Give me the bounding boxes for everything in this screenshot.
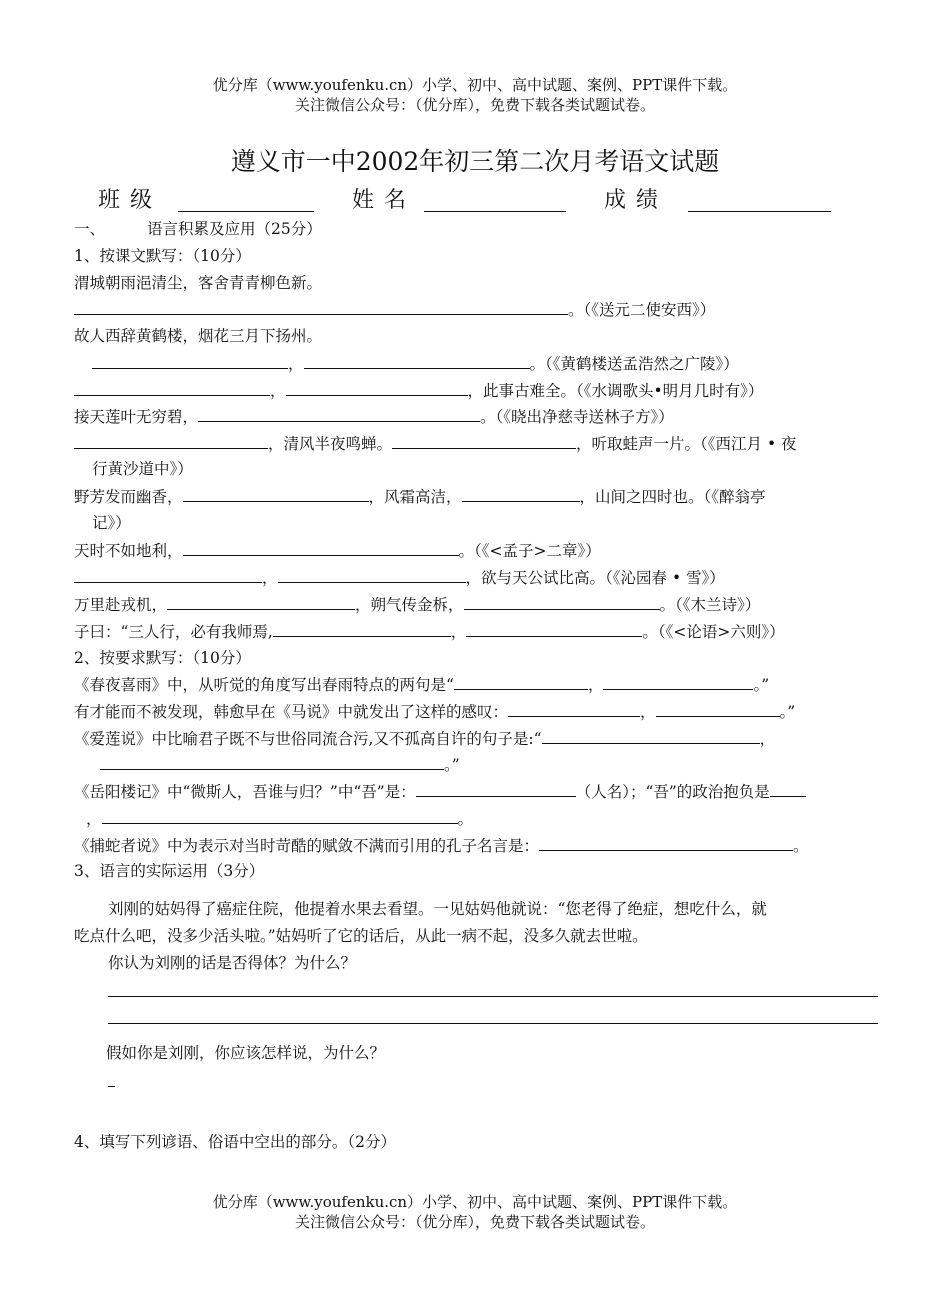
q2-line-4-text: 《岳阳楼记》中“微斯人，吾谁与归？”中“吾”是： [74, 783, 416, 801]
answer-blank[interactable] [416, 780, 576, 797]
q1-line-5 [74, 379, 763, 401]
q1-line-11-text: 万里赴戎机， [74, 596, 168, 614]
answer-blank[interactable] [462, 485, 580, 502]
q1-line-12 [74, 620, 785, 642]
q1-line-8b: 记》） [92, 514, 131, 532]
comma: ， [759, 730, 776, 748]
answer-blank[interactable] [454, 673, 588, 690]
answer-blank[interactable] [466, 620, 642, 637]
q2-line-4b [86, 807, 473, 829]
q1-line-7b: 行黄沙道中》） [92, 460, 193, 478]
close-quote: 。” [753, 676, 770, 694]
answer-blank[interactable] [100, 753, 444, 770]
answer-blank[interactable] [770, 780, 806, 797]
q1-line-4 [74, 352, 739, 374]
q1-line-12-source: 。（《<论语>六则》） [642, 623, 785, 641]
q1-line-8 [74, 485, 766, 507]
answer-blank[interactable] [508, 700, 640, 717]
q3-paragraph-2: 吃点什么吧，没多少活头啦。”姑妈听了它的话后，从此一病不起，没多久就去世啦。 [74, 927, 648, 945]
q2-line-2 [74, 700, 795, 722]
answer-blank[interactable] [102, 807, 458, 824]
q1-line-7-source: ，听取蛙声一片。（《西江月 • 夜 [576, 435, 797, 453]
footer-line-2: 关注微信公众号：（优分库），免费下载各类试题试卷。 [294, 1213, 655, 1231]
q1-line-3: 故人西辞黄鹤楼，烟花三月下扬州。 [74, 327, 323, 345]
answer-blank[interactable] [464, 593, 660, 610]
answer-blank[interactable] [542, 727, 760, 744]
q2-line-5 [74, 834, 809, 856]
answer-line[interactable] [108, 1023, 878, 1024]
q1-line-6-source: 。（《晓出净慈寺送林子方》） [480, 408, 674, 426]
section1-title: 语言积累及应用（25分） [147, 220, 322, 238]
answer-blank[interactable] [183, 539, 459, 556]
q2-line-3 [74, 727, 775, 749]
q1-line-9-text: 天时不如地利， [74, 542, 183, 560]
q4-title: 4、填写下列谚语、俗语中空出的部分。（2分） [74, 1133, 396, 1151]
q1-line-9 [74, 539, 601, 561]
answer-blank[interactable] [539, 834, 793, 851]
q1-line-12-text: 子曰：“三人行，必有我师焉, [74, 623, 273, 641]
period: 。 [793, 837, 809, 855]
class-field[interactable] [178, 211, 314, 212]
q2-line-3b [100, 753, 460, 775]
q3-title: 3、语言的实际运用（3分） [74, 862, 265, 880]
name-field[interactable] [424, 211, 566, 212]
answer-blank[interactable] [92, 352, 288, 369]
q1-line-6 [74, 405, 674, 427]
header-line-1: 优分库（www.youfenku.cn）小学、初中、高中试题、案例、PPT课件下载。 [212, 76, 738, 94]
q1-line-7 [74, 432, 797, 454]
q2-line-1 [74, 673, 769, 695]
answer-blank[interactable] [167, 593, 355, 610]
score-label: 成绩 [604, 188, 669, 213]
score-field[interactable] [688, 211, 831, 212]
q2-line-1-text: 《春夜喜雨》中，从听觉的角度写出春雨特点的两句是“ [74, 676, 454, 694]
q1-line-8-mid: ，风霜高洁， [368, 488, 462, 506]
answer-line[interactable] [108, 996, 878, 997]
header-line-2: 关注微信公众号：（优分库），免费下载各类试题试卷。 [294, 96, 655, 114]
comma: ， [288, 355, 304, 373]
answer-blank[interactable] [603, 673, 753, 690]
comma: ， [262, 569, 278, 587]
comma: ， [640, 703, 656, 721]
q1-line-5-source: ，此事古难全。（《水调歌头•明月几时有》） [467, 382, 764, 400]
name-label: 姓名 [352, 188, 417, 213]
q1-line-11 [74, 593, 760, 615]
period: 。 [457, 810, 474, 828]
answer-blank[interactable] [74, 379, 270, 396]
q1-line-4-source: 。（《黄鹤楼送孟浩然之广陵》） [529, 355, 739, 373]
answer-blank[interactable] [286, 379, 468, 396]
answer-blank[interactable] [273, 620, 451, 637]
q2-line-2-text: 有才能而不被发现，韩愈早在《马说》中就发出了这样的感叹： [74, 703, 509, 721]
footer-line-1: 优分库（www.youfenku.cn）小学、初中、高中试题、案例、PPT课件下载。 [212, 1193, 738, 1211]
q1-line-11-source: 。（《木兰诗》） [659, 596, 761, 614]
answer-blank[interactable] [74, 566, 262, 583]
q3-paragraph-1: 刘刚的姑妈得了癌症住院，他提着水果去看望。一见姑妈他就说：“您老得了绝症，想吃什么，就 [108, 900, 767, 918]
answer-blank[interactable] [74, 298, 568, 315]
class-label: 班级 [98, 188, 163, 213]
q3-question-1: 你认为刘刚的话是否得体？为什么？ [108, 954, 357, 972]
page-title: 遵义市一中2002年初三第二次月考语文试题 [230, 147, 720, 176]
q1-line-9-source: 。（《<孟子>二章》） [458, 542, 601, 560]
answer-blank[interactable] [278, 566, 466, 583]
q3-question-2: 假如你是刘刚，你应该怎样说，为什么？ [106, 1044, 386, 1062]
q1-line-2-source: 。（《送元二使安西》） [568, 301, 716, 319]
answer-line[interactable] [108, 1086, 115, 1087]
answer-blank[interactable] [656, 700, 780, 717]
q2-line-4 [74, 780, 806, 802]
q1-line-11-mid: ，朔气传金柝， [355, 596, 464, 614]
q1-line-10 [74, 566, 725, 588]
section1-number: 一、 [74, 220, 106, 238]
q2-line-4-mid: （人名）；“吾”的政治抱负是 [575, 783, 770, 801]
q2-line-3-text: 《爱莲说》中比喻君子既不与世俗同流合污,又不孤高自许的句子是:“ [74, 730, 542, 748]
section1-heading [74, 218, 322, 240]
answer-blank[interactable] [183, 485, 369, 502]
comma: ， [450, 623, 467, 641]
comma: ， [270, 382, 286, 400]
q1-line-8-source: ，山间之四时也。（《醉翁亭 [579, 488, 766, 506]
close-quote: 。” [444, 756, 460, 774]
q2-title: 2、按要求默写：（10分） [74, 649, 251, 667]
q1-title: 1、按课文默写：（10分） [74, 247, 251, 265]
q1-line-8-text: 野芳发而幽香， [74, 488, 183, 506]
answer-blank[interactable] [304, 352, 530, 369]
q1-line-7-text: ，清风半夜鸣蝉。 [268, 435, 393, 453]
q1-line-1: 渭城朝雨浥清尘，客舍青青柳色新。 [74, 274, 323, 292]
comma: ， [86, 810, 102, 828]
answer-blank[interactable] [198, 405, 480, 422]
q2-line-5-text: 《捕蛇者说》中为表示对当时苛酷的赋敛不满而引用的孔子名言是： [74, 837, 540, 855]
close-quote: 。” [779, 703, 796, 721]
answer-blank[interactable] [392, 432, 576, 449]
answer-blank[interactable] [74, 432, 268, 449]
q1-line-2 [74, 298, 715, 320]
q1-line-6-text: 接天莲叶无穷碧， [74, 408, 199, 426]
comma: ， [587, 676, 604, 694]
q1-line-10-source: ，欲与天公试比高。（《沁园春 • 雪》） [465, 569, 725, 587]
